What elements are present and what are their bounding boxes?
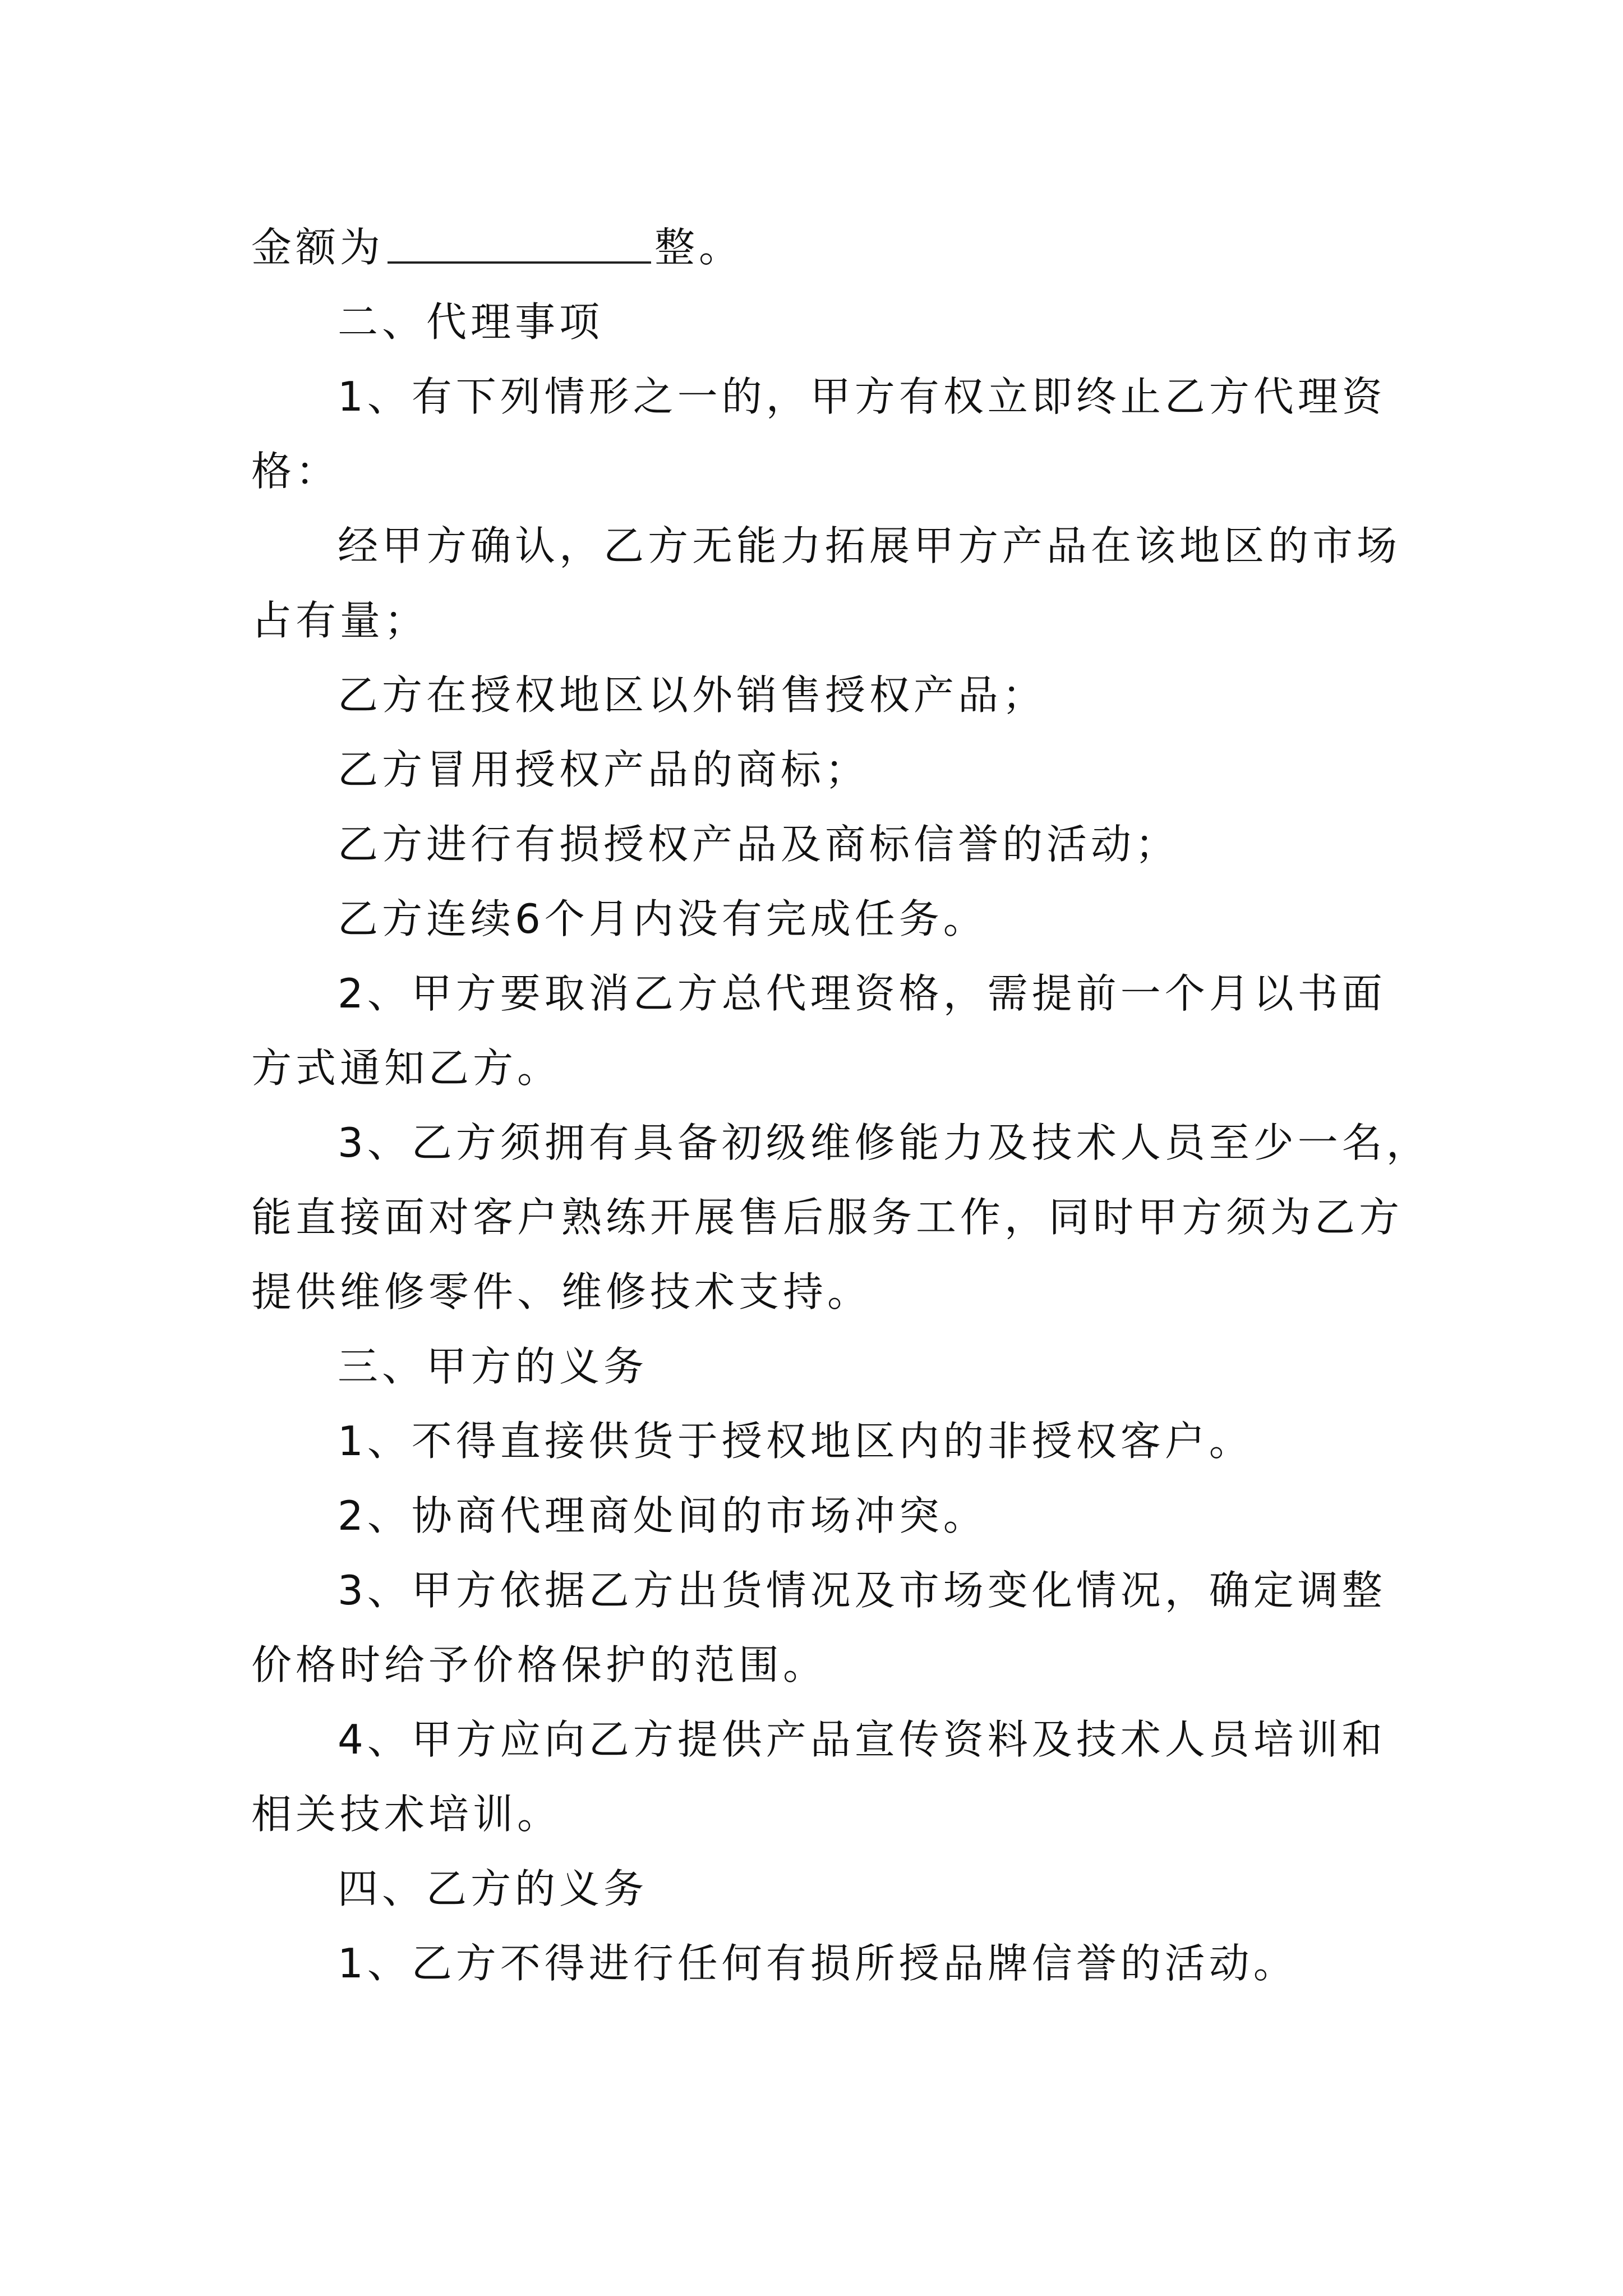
paragraph-line: 3、甲方依据乙方出货情况及市场变化情况，确定调整 xyxy=(338,1567,1386,1614)
paragraph-line: 能直接面对客户熟练开展售后服务工作，同时甲方须为乙方 xyxy=(251,1194,1404,1241)
paragraph-line: 4、甲方应向乙方提供产品宣传资料及技术人员培训和 xyxy=(338,1716,1386,1763)
amount-blank-field xyxy=(388,222,651,264)
document-body xyxy=(251,210,1431,2001)
paragraph-line: 乙方连续6个月内没有完成任务。 xyxy=(338,895,988,942)
paragraph-line: 2、甲方要取消乙方总代理资格，需提前一个月以书面 xyxy=(338,970,1386,1017)
amount-line xyxy=(251,210,1373,285)
paragraph-line: 2、协商代理商处间的市场冲突。 xyxy=(338,1492,988,1539)
paragraph-line: 乙方在授权地区以外销售授权产品； xyxy=(338,671,1047,719)
paragraph-line: 方式通知乙方。 xyxy=(251,1045,562,1092)
amount-suffix: 整。 xyxy=(654,224,744,271)
paragraph-line: 1、不得直接供货于授权地区内的非授权客户。 xyxy=(338,1418,1253,1465)
paragraph-line: 相关技术培训。 xyxy=(251,1791,562,1838)
section-heading-agency-matters: 二、代理事项 xyxy=(338,298,604,346)
paragraph-line: 1、有下列情形之一的，甲方有权立即终止乙方代理资 xyxy=(338,373,1386,420)
amount-prefix: 金额为 xyxy=(251,224,385,271)
paragraph-line: 经甲方确认，乙方无能力拓展甲方产品在该地区的市场 xyxy=(338,522,1401,569)
paragraph-line: 提供维修零件、维修技术支持。 xyxy=(251,1268,872,1315)
paragraph-line: 乙方进行有损授权产品及商标信誉的活动； xyxy=(338,821,1180,868)
paragraph-line: 3、乙方须拥有具备初级维修能力及技术人员至少一名， xyxy=(338,1119,1431,1166)
paragraph-line: 1、乙方不得进行任何有损所授品牌信誉的活动。 xyxy=(338,1940,1298,1987)
section-heading-party-b-obligations: 四、乙方的义务 xyxy=(338,1865,648,1912)
paragraph-line: 乙方冒用授权产品的商标； xyxy=(338,746,870,793)
paragraph-line: 格： xyxy=(251,448,340,495)
section-heading-party-a-obligations: 三、甲方的义务 xyxy=(338,1343,648,1390)
paragraph-line: 价格时给予价格保护的范围。 xyxy=(251,1641,828,1688)
paragraph-line: 占有量； xyxy=(251,597,429,644)
